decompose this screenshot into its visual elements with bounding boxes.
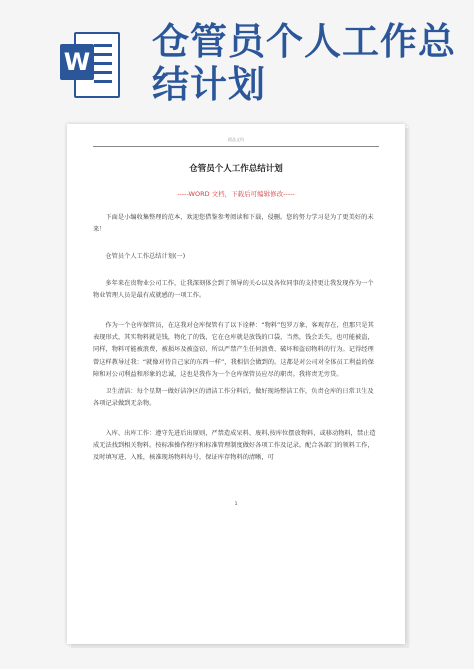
intro-paragraph: 下面是小编收集整理的范本，欢迎您借鉴参考阅读和下载，侵删。您的努力学习是为了更美好的未来！	[93, 214, 374, 234]
header-divider	[93, 146, 379, 147]
page-number: 1	[234, 502, 238, 507]
body-paragraph: 作为一个仓库保管员，在这我对仓库保管有了以下诠释：“物料”包罗万象，客观存在，但那只是其表现形式，其实物料就是钱，物化了的钱，它在仓库就是放钱的口袋，当然，钱会丢失，也可能被盗，同样，物料可能被浪费，被损坏及被盗窃，所以严禁产生任何浪费、破坏和盗窃物料的行为。记得经理曾这样教导过我：“就像对待自己家的东西一样”，我相信会做到的。这都是对公司对全体员工利益的保障和对公司利益和形象的忠诚，这也是我作为一个仓库保管员应尽的职责。我将责无旁贷。	[93, 322, 374, 378]
banner-title-line1: 仓管员个人工作总	[152, 20, 456, 63]
banner-title	[152, 20, 472, 106]
body-paragraph: 入库、出库工作：遵守先进后出原则，严禁造成呆料、废料,按库位摆放物料，或移动物料，禁止造成无法找到相关物料。按标准操作程序和标准管理制度做好各项工作及记录。配合各部门的领料工作，及时填写进、入账，核准现场物料每号，保证库存物料的清晰，可	[93, 430, 376, 462]
editable-notice: -----WORD 文档，下载后可编辑修改-----	[177, 190, 295, 198]
word-badge: W	[60, 44, 94, 80]
banner-title-line2: 结计划	[152, 63, 266, 106]
document-page	[67, 124, 405, 644]
section-heading: 仓管员个人工作总结计划(一)	[105, 253, 186, 260]
word-file-icon	[60, 30, 118, 100]
body-paragraph: 卫生清洁：每个星期一做好洁净区的清洁工作分料后，做好现场整洁工作，负责仓库的日常卫生及各项记录做到无杂物。	[93, 388, 374, 408]
page-header-label: 精品文档	[228, 137, 244, 142]
preview-banner	[0, 0, 474, 110]
body-paragraph: 多年来在贵物业公司工作，让我深刻体会到了领导的关心以及各位同事的支持更让我发现作为一个物业管理人员是最有成就感的一项工作。	[93, 280, 374, 300]
document-title: 仓管员个人工作总结计划	[189, 164, 283, 174]
